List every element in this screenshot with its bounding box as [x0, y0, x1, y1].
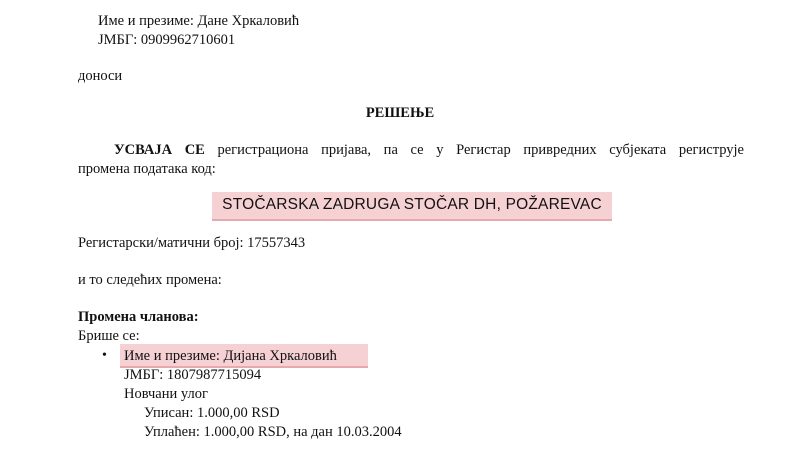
- decision-text: регистрациона пријава, па се у Регистар привредних субјеката региструје: [204, 142, 744, 158]
- decision-paragraph-line2: промена података код:: [78, 161, 216, 177]
- changes-intro: и то следећих промена:: [78, 272, 222, 288]
- donosi-text: доноси: [78, 68, 123, 84]
- decision-lead: УСВАЈА СЕ: [114, 142, 205, 158]
- founder-name-line: Име и презиме: Дане Хркаловић: [98, 13, 300, 29]
- subscribed-amount: Уписан: 1.000,00 RSD: [144, 405, 280, 421]
- cash-contribution-label: Новчани улог: [124, 386, 208, 402]
- member-jmbg: ЈМБГ: 1807987715094: [124, 367, 262, 383]
- delete-label: Брише се:: [78, 328, 140, 344]
- paid-amount: Уплаћен: 1.000,00 RSD, на дан 10.03.2004: [144, 424, 402, 440]
- company-name: STOČARSKA ZADRUGA STOČAR DH, POŽAREVAC: [222, 196, 602, 213]
- member-change-heading: Промена чланова:: [78, 309, 199, 325]
- founder-jmbg-line: ЈМБГ: 0909962710601: [98, 32, 236, 48]
- document-title: РЕШЕЊЕ: [365, 105, 435, 121]
- registration-number: Регистарски/матични број: 17557343: [78, 235, 306, 251]
- bullet-icon: •: [102, 348, 107, 363]
- member-name: Име и презиме: Дијана Хркаловић: [124, 348, 337, 364]
- decision-paragraph-line1: [78, 141, 744, 159]
